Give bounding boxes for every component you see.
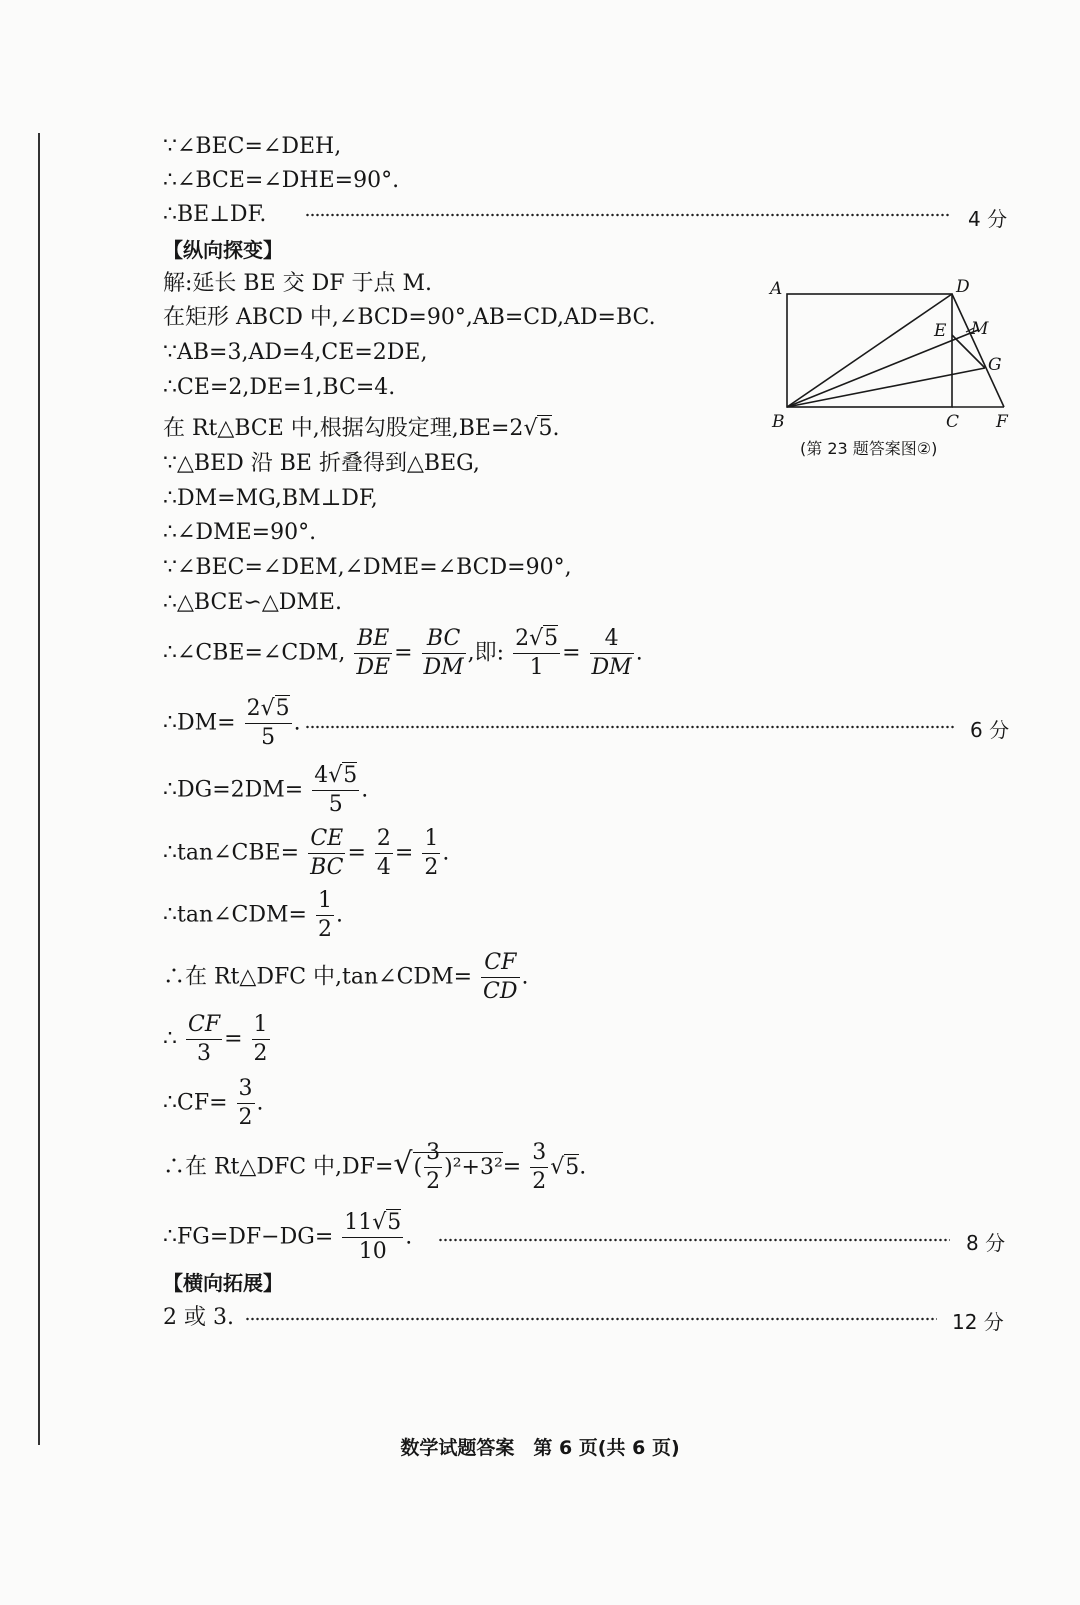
numerator: 2	[375, 828, 393, 854]
line-23: ∴在 Rt△DFC 中,DF=√( $\frac{3}{2}$ )²+3²= $\frac{3}{2}$ √5.	[163, 1140, 587, 1194]
line-12: ∴∠DME=90°.	[163, 520, 317, 545]
period: .	[521, 964, 529, 990]
period: .	[552, 416, 560, 441]
denominator: CD	[483, 979, 518, 1004]
line-5: 解:延长 BE 交 DF 于点 M.	[163, 271, 433, 296]
line-3: ∴BE⊥DF.	[163, 202, 267, 227]
denominator: DM	[591, 655, 632, 680]
line-6: 在矩形 ABCD 中,∠BCD=90°,AB=CD,AD=BC.	[163, 305, 656, 330]
line-23-text: ∴在 Rt△DFC 中,DF=	[163, 1154, 394, 1180]
sqrt-arg: 5	[387, 1210, 402, 1235]
line-9: 在 Rt△BCE 中,根据勾股定理,BE=2√5.	[163, 416, 560, 441]
denominator: 2	[532, 1169, 547, 1194]
numerator: 3	[237, 1078, 255, 1104]
dot-leader	[245, 1317, 937, 1321]
line-18-text: ∴tan∠CBE=	[163, 840, 300, 866]
line-1: ∵∠BEC=∠DEH,	[163, 134, 342, 159]
coef: 2	[515, 626, 530, 651]
denominator: 2	[318, 917, 332, 942]
line-7: ∵AB=3,AD=4,CE=2DE,	[163, 340, 428, 365]
period: .	[579, 1154, 587, 1180]
denominator: 5	[261, 725, 276, 750]
page-footer: 数学试题答案 第 6 页(共 6 页)	[400, 1437, 680, 1459]
numerator: 2√5	[245, 698, 292, 724]
fraction	[342, 1212, 403, 1263]
numerator: 2√5	[513, 628, 560, 654]
denominator: 5	[328, 792, 343, 817]
line-20-text: ∴在 Rt△DFC 中,tan∠CDM=	[163, 964, 473, 990]
point-label-d: D	[956, 277, 970, 297]
section-horizontal: 【横向拓展】	[163, 1271, 283, 1295]
period: .	[293, 710, 301, 736]
line-9-text: 在 Rt△BCE 中,根据勾股定理,BE=2	[163, 416, 524, 441]
sqrt-arg: 5	[275, 696, 290, 721]
denominator: 2	[238, 1105, 253, 1130]
denominator: 3	[197, 1041, 212, 1066]
denominator: DE	[356, 655, 391, 680]
line-17	[163, 765, 368, 816]
dot-leader	[438, 1238, 950, 1242]
line-19-text: ∴tan∠CDM=	[163, 902, 307, 928]
therefore: ∴	[163, 1026, 177, 1052]
score-12: 12 分	[952, 1310, 1004, 1334]
denominator: 4	[376, 855, 391, 880]
fraction	[354, 628, 392, 679]
numerator: 4	[590, 628, 634, 654]
line-16-text: ∴DM=	[163, 710, 236, 736]
line-20	[163, 952, 529, 1003]
period: .	[442, 840, 450, 866]
period: .	[361, 777, 369, 803]
denominator: 2	[253, 1041, 268, 1066]
point-label-g: G	[988, 355, 1002, 375]
figure-caption: (第 23 题答案图②)	[800, 439, 938, 458]
coef: 2	[246, 696, 261, 721]
numerator: BC	[422, 628, 466, 654]
point-label-m: M	[971, 319, 989, 339]
line-22	[163, 1078, 264, 1129]
fraction	[481, 952, 519, 1003]
point-label-e: E	[934, 321, 947, 341]
section-longitudinal: 【纵向探变】	[163, 238, 283, 262]
numerator: BE	[354, 628, 392, 654]
line-16	[163, 698, 301, 749]
equals: =	[394, 840, 414, 866]
fraction	[590, 628, 634, 679]
radical-sign: √	[393, 1146, 413, 1182]
denominator: BC	[310, 855, 344, 880]
sqrt-arg: 5	[544, 626, 559, 651]
numerator: 1	[252, 1014, 270, 1040]
period: .	[635, 640, 643, 666]
paren-open: (	[413, 1154, 423, 1180]
fraction	[530, 1142, 548, 1193]
numerator: 3	[424, 1142, 442, 1168]
coef: 4	[314, 763, 329, 788]
fraction	[375, 828, 393, 879]
fraction	[424, 1142, 442, 1193]
equals: =	[562, 640, 581, 666]
score-8: 8 分	[966, 1231, 1006, 1255]
denominator: DM	[423, 655, 464, 680]
radicand-tail: )²+3²	[444, 1154, 503, 1180]
fraction	[316, 890, 334, 941]
line-17-text: ∴DG=2DM=	[163, 777, 304, 803]
numerator: CF	[186, 1014, 222, 1040]
geometry-figure	[760, 270, 1030, 440]
line-13: ∵∠BEC=∠DEM,∠DME=∠BCD=90°,	[163, 555, 572, 580]
equals: =	[347, 840, 366, 866]
fraction	[186, 1014, 222, 1065]
numerator: 3	[530, 1142, 548, 1168]
numerator: 4√5	[312, 765, 359, 791]
point-label-b: B	[772, 412, 785, 432]
point-label-a: A	[770, 279, 783, 299]
line-22-text: ∴CF=	[163, 1090, 228, 1116]
sqrt-arg: 5	[538, 416, 553, 441]
fraction	[312, 765, 359, 816]
denominator: 2	[424, 855, 439, 880]
numerator: CF	[481, 952, 519, 978]
fraction	[513, 628, 560, 679]
denominator: 2	[426, 1169, 441, 1194]
numerator: CE	[308, 828, 345, 854]
fraction	[422, 628, 466, 679]
line-11: ∴DM=MG,BM⊥DF,	[163, 486, 378, 511]
period: .	[405, 1224, 413, 1250]
sqrt-arg: 5	[343, 763, 358, 788]
numerator: 1	[316, 890, 334, 916]
period: .	[336, 902, 343, 928]
equals: =	[394, 640, 413, 666]
denominator: 1	[529, 655, 544, 680]
score-6: 6 分	[970, 718, 1010, 742]
line-15-mid: ,即:	[467, 640, 505, 666]
equals: =	[224, 1026, 243, 1052]
point-label-c: C	[946, 412, 960, 432]
line-15-text: ∴∠CBE=∠CDM,	[163, 640, 346, 666]
line-19	[163, 890, 343, 941]
fraction	[422, 828, 440, 879]
segment-df	[952, 294, 1004, 407]
line-21	[163, 1014, 272, 1065]
dot-leader	[305, 725, 955, 729]
margin-rule	[38, 133, 40, 1445]
radicand	[413, 1140, 503, 1194]
numerator: 11√5	[342, 1212, 403, 1238]
line-26: 2 或 3.	[163, 1305, 234, 1330]
dot-leader	[305, 213, 950, 217]
line-15	[163, 628, 643, 679]
fraction	[237, 1078, 255, 1129]
fraction	[308, 828, 345, 879]
line-18	[163, 828, 449, 879]
segment-eg	[952, 335, 985, 368]
period: .	[256, 1090, 264, 1116]
equals: =	[502, 1154, 522, 1180]
line-2: ∴∠BCE=∠DHE=90°.	[163, 168, 400, 193]
line-10: ∵△BED 沿 BE 折叠得到△BEG,	[163, 451, 480, 476]
line-24	[163, 1212, 412, 1263]
fraction	[245, 698, 292, 749]
denominator: 10	[358, 1239, 387, 1264]
point-label-f: F	[996, 412, 1008, 432]
fraction	[252, 1014, 270, 1065]
numerator: 1	[422, 828, 440, 854]
line-8: ∴CE=2,DE=1,BC=4.	[163, 375, 396, 400]
sqrt-arg: 5	[565, 1154, 580, 1180]
score-4: 4 分	[968, 207, 1008, 231]
line-14: ∴△BCE∽△DME.	[163, 590, 342, 615]
coef: 11	[344, 1210, 373, 1235]
line-24-text: ∴FG=DF−DG=	[163, 1224, 334, 1250]
